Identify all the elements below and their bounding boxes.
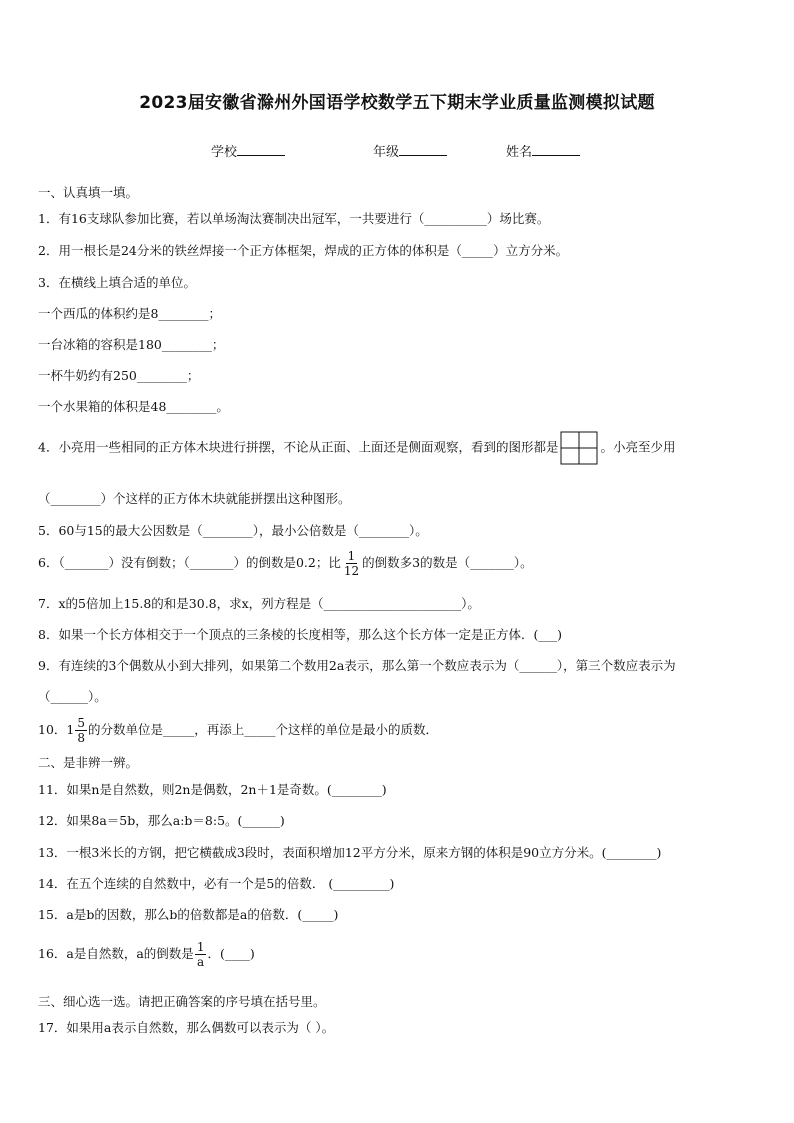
- question-3: 3．在横线上填合适的单位。: [38, 275, 196, 290]
- question-3a: 一个西瓜的体积约是8________；: [38, 306, 221, 321]
- grade-blank[interactable]: [399, 142, 447, 156]
- question-12: 12．如果8a＝5b，那么a:b＝8:5。(______): [38, 813, 285, 828]
- question-4-text-b: 。小亮至少用: [600, 439, 676, 455]
- question-6: [38, 549, 533, 578]
- question-6-text-a: 6．（_______）没有倒数；（_______）的倒数是0.2；比: [38, 555, 341, 570]
- school-label: 学校: [211, 145, 238, 160]
- question-17: 17．如果用a表示自然数，那么偶数可以表示为（ ）。: [38, 1020, 335, 1035]
- question-10-text-a: 10．1: [38, 722, 75, 737]
- question-8: 8．如果一个长方体相交于一个顶点的三条棱的长度相等，那么这个长方体一定是正方体．(___): [38, 627, 562, 642]
- name-field: [506, 141, 580, 160]
- grade-label: 年级: [373, 145, 400, 160]
- question-4-text-a: 4．小亮用一些相同的正方体木块进行拼摆，不论从正面、上面还是侧面观察，看到的图形都是: [38, 439, 559, 455]
- question-6-text-b: 的倒数多3的数是（_______）。: [362, 555, 533, 570]
- question-3c: 一杯牛奶约有250________；: [38, 368, 200, 383]
- section-1-heading: 一、认真填一填。: [38, 185, 139, 200]
- question-16: [38, 940, 255, 969]
- section-3-heading: 三、细心选一选。请把正确答案的序号填在括号里。: [38, 994, 326, 1009]
- square-grid-icon: [560, 431, 598, 465]
- name-label: 姓名: [506, 145, 533, 160]
- fraction-one-twelfth: $\frac{1}{12}$: [343, 549, 360, 578]
- question-3d: 一个水果箱的体积是48________。: [38, 399, 229, 414]
- fraction-one-over-a: $\frac{1}{a}$: [196, 940, 205, 969]
- fraction-five-eighths: $\frac{5}{8}$: [77, 716, 85, 745]
- question-14: 14．在五个连续的自然数中，必有一个是5的倍数． (_________): [38, 876, 395, 891]
- section-2-heading: 二、是非辨一辨。: [38, 755, 139, 770]
- school-blank[interactable]: [237, 142, 285, 156]
- question-4: [38, 431, 675, 465]
- question-1: 1．有16支球队参加比赛，若以单场淘汰赛制决出冠军，一共要进行（__________）场比赛。: [38, 211, 550, 226]
- question-7: 7．x的5倍加上15.8的和是30.8，求x，列方程是（______________________）。: [38, 596, 480, 611]
- question-10-text-b: 的分数单位是_____，再添上_____个这样的单位是最小的质数．: [88, 722, 439, 737]
- question-13: 13．一根3米长的方钢，把它横截成3段时，表面积增加12平方分米，原来方钢的体积是90立方分米。(________): [38, 845, 662, 860]
- question-11: 11．如果n是自然数，则2n是偶数，2n＋1是奇数。(________): [38, 782, 387, 797]
- grade-field: [373, 141, 447, 160]
- question-10: [38, 716, 438, 745]
- question-2: 2．用一根长是24分米的铁丝焊接一个正方体框架，焊成的正方体的体积是（_____）立方分米。: [38, 243, 569, 258]
- school-field: [211, 141, 285, 160]
- name-blank[interactable]: [532, 142, 580, 156]
- question-16-text-a: 16．a是自然数，a的倒数是: [38, 946, 194, 961]
- question-15: 15．a是b的因数，那么b的倍数都是a的倍数．(_____): [38, 907, 339, 922]
- question-9-continued: （______）。: [38, 689, 107, 704]
- question-16-text-b: ．(____): [207, 946, 255, 961]
- question-9: 9．有连续的3个偶数从小到大排列，如果第二个数用2a表示，那么第一个数应表示为（______），第三个数应表示为: [38, 658, 676, 673]
- question-5: 5．60与15的最大公因数是（________），最小公倍数是（________）。: [38, 523, 428, 538]
- page-title: 2023届安徽省滁州外国语学校数学五下期末学业质量监测模拟试题: [139, 93, 655, 113]
- question-4-continued: （________）个这样的正方体木块就能拼摆出这种图形。: [38, 491, 351, 506]
- question-3b: 一台冰箱的容积是180________；: [38, 337, 225, 352]
